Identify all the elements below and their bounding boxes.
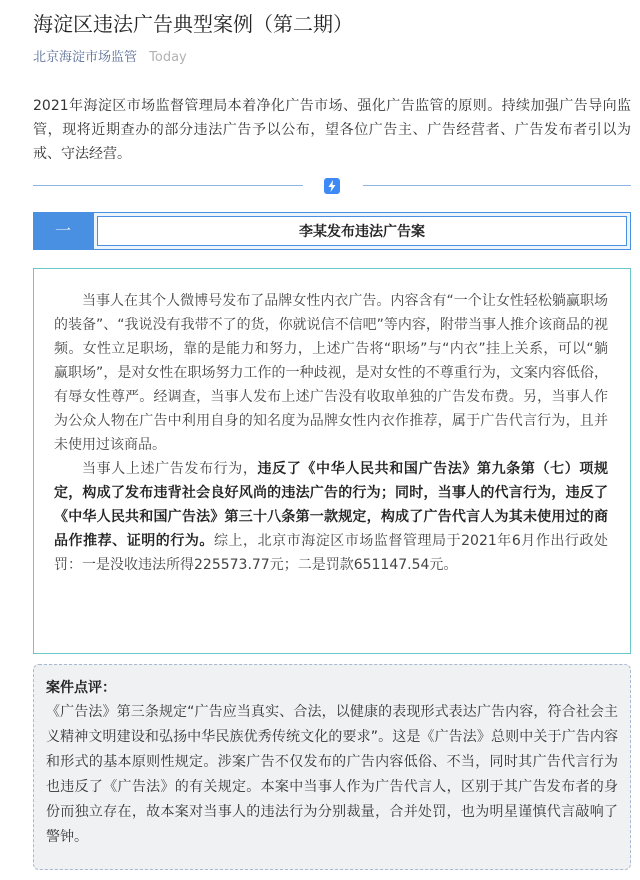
- section-divider: [33, 176, 631, 196]
- article-meta: [33, 48, 187, 68]
- divider-line-left: [33, 185, 303, 186]
- section-title-bar: [93, 212, 631, 250]
- section-title-inner: [97, 216, 627, 246]
- case-penalty-text: 综上，北京市海淀区市场监督管理局于2021年6月作出行政处罚：一是没收违法所得225573.77元；二是罚款651147.54元。: [54, 533, 608, 573]
- lightning-icon: [324, 178, 340, 194]
- case-paragraph-2-lead: 当事人上述广告发布行为，: [82, 461, 258, 477]
- review-title: 案件点评：: [46, 680, 116, 696]
- review-body: 《广告法》第三条规定“广告应当真实、合法，以健康的表现形式表达广告内容，符合社会主义精神文明建设和弘扬中华民族优秀传统文化的要求”。这是《广告法》总则中关于广告内容和形式的基本原则性规定。涉案广告不仅发布的广告内容低俗、不当，同时其广告代言行为也违反了《广告法》的有关规定。本案中当事人作为广告代言人，区别于其广告发布者的身份而独立存在，故本案对当事人的违法行为分别裁量，合并处罚，也为明星谨慎代言敲响了警钟。: [46, 704, 618, 845]
- case-paragraph-2: [54, 457, 608, 577]
- case-violation-text: 违反了《中华人民共和国广告法》第九条第（七）项规定，构成了发布违背社会良好风尚的违法广告的行为；同时，当事人的代言行为，违反了《中华人民共和国广告法》第三十八条第一款规定，构成了广告代言人为其未使用过的商品作推荐、证明的行为。: [54, 461, 609, 549]
- section-title: 李某发布违法广告案: [299, 224, 425, 240]
- section-number: 一: [33, 212, 93, 250]
- intro-paragraph: 2021年海淀区市场监督管理局本着净化广告市场、强化广告监管的原则。持续加强广告导向监管，现将近期查办的部分违法广告予以公布，望各位广告主、广告经营者、广告发布者引以为戒、守法经营。: [33, 98, 631, 162]
- divider-line-right: [363, 185, 631, 186]
- section-header: [33, 212, 631, 250]
- case-content-box: [33, 268, 631, 654]
- publish-date: Today: [149, 50, 187, 65]
- article-title: 海淀区违法广告典型案例（第二期）: [33, 12, 353, 36]
- case-paragraph-1: 当事人在其个人微博号发布了品牌女性内衣广告。内容含有“一个让女性轻松躺赢职场的装备”、“我说没有我带不了的货，你就说信不信吧”等内容，附带当事人推介该商品的视频。女性立足职场，靠的是能力和努力，上述广告将“职场”与“内衣”挂上关系，可以“躺赢职场”，是对女性在职场努力工作的一种歧视，是对女性的不尊重行为，文案内容低俗，有辱女性尊严。经调查，当事人发布上述广告没有收取单独的广告发布费。另，当事人作为公众人物在广告中利用自身的知名度为品牌女性内衣作推荐，属于广告代言行为，且并未使用过该商品。: [54, 293, 608, 453]
- case-review-box: [33, 664, 631, 870]
- account-name-link[interactable]: 北京海淀市场监管: [33, 50, 138, 65]
